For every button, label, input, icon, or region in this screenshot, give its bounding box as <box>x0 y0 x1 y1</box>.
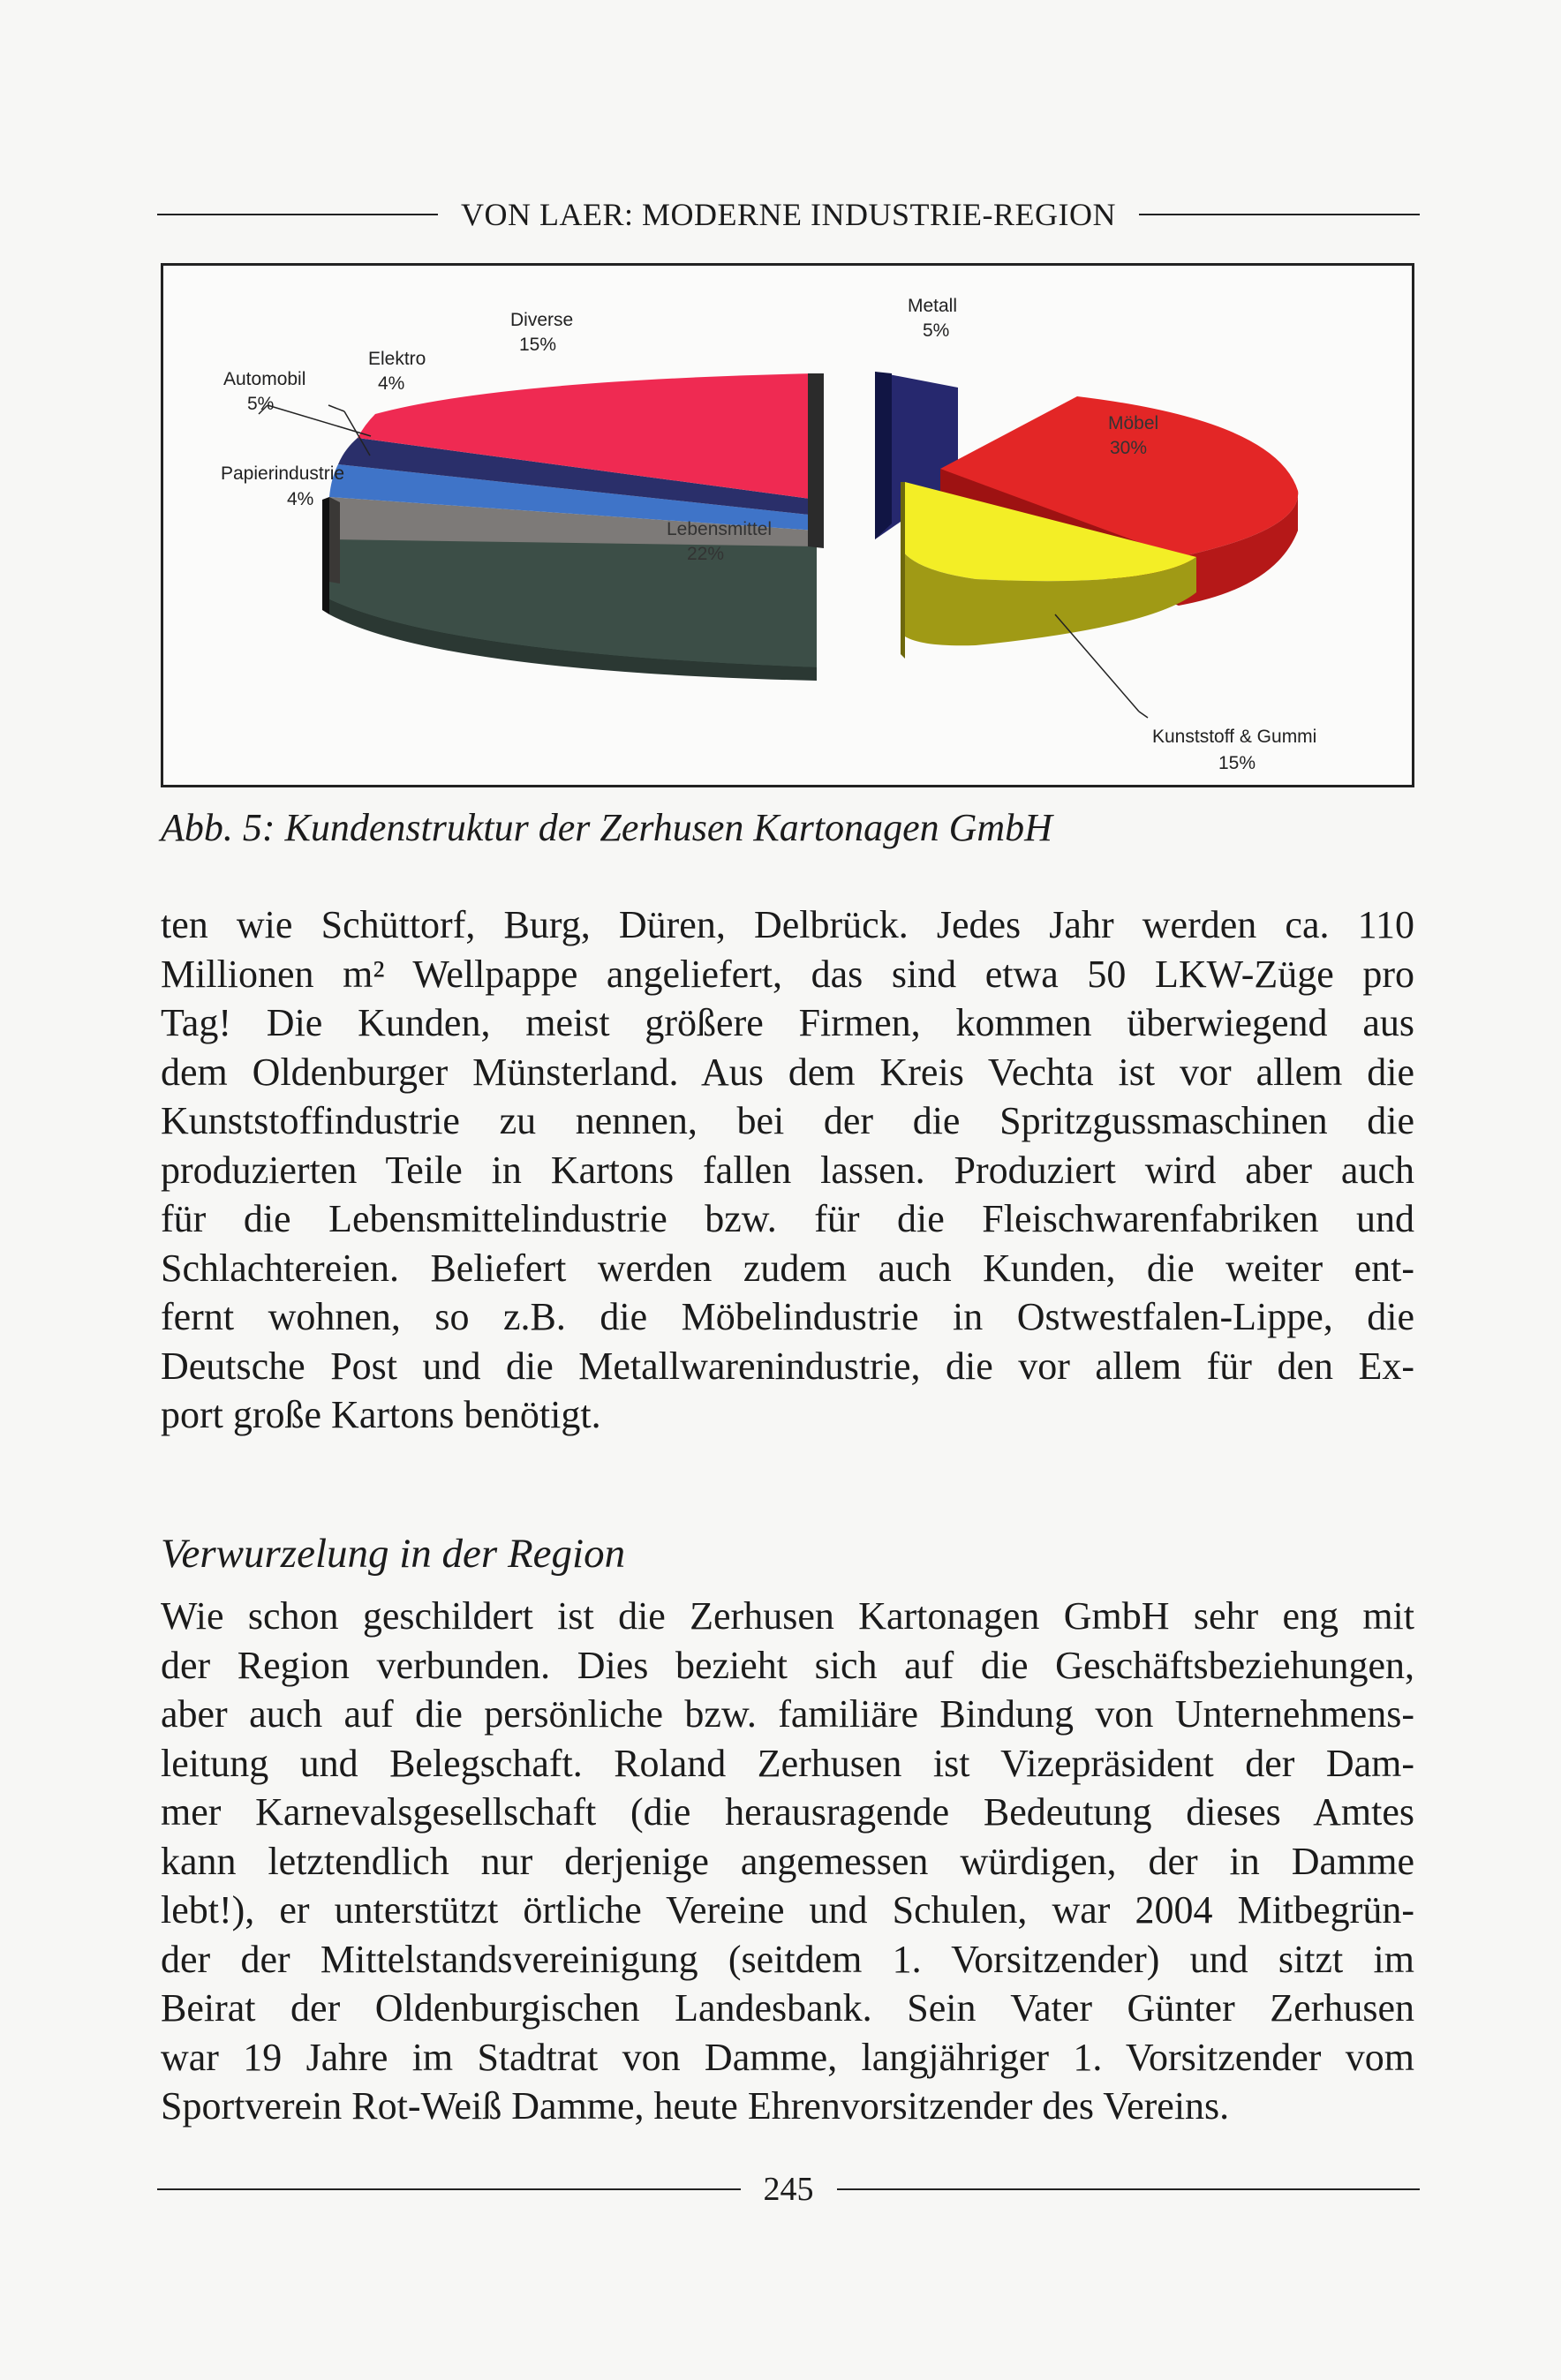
page-footer <box>157 2163 1420 2216</box>
paragraph-line: kann letztendlich nur derjenige angemessen würdigen, der in Damme <box>161 1839 1414 1883</box>
paragraph-1 <box>161 900 1414 1440</box>
paragraph-line: Beirat der Oldenburgischen Landesbank. Sein Vater Günter Zerhusen <box>161 1986 1414 2030</box>
paragraph-line: Millionen m² Wellpappe angeliefert, das sind etwa 50 LKW-Züge pro <box>161 952 1414 996</box>
paragraph-line: Schlachtereien. Beliefert werden zudem auch Kunden, die weiter ent- <box>161 1246 1414 1290</box>
leader-kunststoff-2 <box>1139 712 1148 718</box>
paragraph-line: der Region verbunden. Dies bezieht sich auf die Geschäftsbeziehungen, <box>161 1643 1414 1687</box>
figure-caption: Abb. 5: Kundenstruktur der Zerhusen Kartonagen GmbH <box>161 806 1052 849</box>
label-moebel: Möbel <box>1108 413 1159 433</box>
paragraph-line: fernt wohnen, so z.B. die Möbelindustrie in Ostwestfalen-Lippe, die <box>161 1295 1414 1338</box>
value-moebel: 30% <box>1110 438 1148 458</box>
slice-metall-side <box>875 372 892 539</box>
footer-rule-left <box>157 2188 741 2190</box>
paragraph-line: Kunststoffindustrie zu nennen, bei der die Spritzgussmaschinen die <box>161 1099 1414 1142</box>
section-heading: Verwurzelung in der Region <box>161 1531 626 1577</box>
label-papierindustrie: Papierindustrie <box>221 463 345 484</box>
footer-rule-right <box>837 2188 1421 2190</box>
leader-kunststoff <box>1055 614 1139 712</box>
pie-chart-figure <box>161 263 1414 787</box>
value-elektro: 4% <box>378 373 405 394</box>
header-rule-right <box>1139 214 1420 215</box>
page-number: 245 <box>763 2171 814 2208</box>
value-automobil: 5% <box>247 394 275 414</box>
label-elektro: Elektro <box>368 349 426 369</box>
paragraph-line: leitung und Belegschaft. Roland Zerhusen ist Vizepräsident der Dam- <box>161 1741 1414 1785</box>
label-automobil: Automobil <box>223 369 306 389</box>
paragraph-line: war 19 Jahre im Stadtrat von Damme, langjähriger 1. Vorsitzender vom <box>161 2035 1414 2079</box>
label-diverse: Diverse <box>510 310 574 330</box>
slice-lebensmittel <box>329 532 817 667</box>
paragraph-line: lebt!), er unterstützt örtliche Vereine und Schulen, war 2004 Mitbegrün- <box>161 1888 1414 1932</box>
paragraph-line: mer Karnevalsgesellschaft (die herausragende Bedeutung dieses Amtes <box>161 1790 1414 1834</box>
paragraph-line: Sportverein Rot-Weiß Damme, heute Ehrenvorsitzender des Vereins. <box>161 2084 1230 2128</box>
paragraph-line: ten wie Schüttorf, Burg, Düren, Delbrück. Jedes Jahr werden ca. 110 <box>161 903 1414 946</box>
header-rule-left <box>157 214 438 215</box>
paragraph-line: Wie schon geschildert ist die Zerhusen Kartonagen GmbH sehr eng mit <box>161 1594 1414 1638</box>
paragraph-line: für die Lebensmittelindustrie bzw. für die Fleischwarenfabriken und <box>161 1197 1414 1240</box>
paragraph-line: produzierten Teile in Kartons fallen lassen. Produziert wird aber auch <box>161 1148 1414 1192</box>
paragraph-line: dem Oldenburger Münsterland. Aus dem Kreis Vechta ist vor allem die <box>161 1050 1414 1094</box>
header-title: VON LAER: MODERNE INDUSTRIE-REGION <box>461 197 1116 232</box>
value-diverse: 15% <box>519 335 557 355</box>
leader-elektro-2 <box>328 405 344 411</box>
running-header <box>157 192 1420 237</box>
slice-papierindustrie-side <box>329 497 340 584</box>
value-metall: 5% <box>923 320 950 341</box>
value-kunststoff: 15% <box>1218 753 1256 773</box>
slice-kunststoff-side <box>901 482 905 659</box>
label-lebensmittel: Lebensmittel <box>667 519 773 539</box>
paragraph-line: der der Mittelstandsvereinigung (seitdem 1. Vorsitzender) und sitzt im <box>161 1937 1414 1981</box>
value-papierindustrie: 4% <box>287 489 314 509</box>
value-lebensmittel: 22% <box>687 544 725 564</box>
pie-chart <box>163 266 1412 785</box>
paragraph-2 <box>161 1592 1414 2131</box>
paragraph-line: Tag! Die Kunden, meist größere Firmen, kommen überwiegend aus <box>161 1001 1414 1044</box>
label-kunststoff: Kunststoff & Gummi <box>1152 727 1317 747</box>
slice-diverse-edge <box>808 373 824 548</box>
slice-left-depth <box>322 497 329 614</box>
paragraph-line: aber auch auf die persönliche bzw. familiäre Bindung von Unternehmens- <box>161 1692 1414 1736</box>
label-metall: Metall <box>908 296 958 316</box>
paragraph-line: port große Kartons benötigt. <box>161 1393 601 1436</box>
paragraph-line: Deutsche Post und die Metallwarenindustrie, die vor allem für den Ex- <box>161 1344 1414 1388</box>
